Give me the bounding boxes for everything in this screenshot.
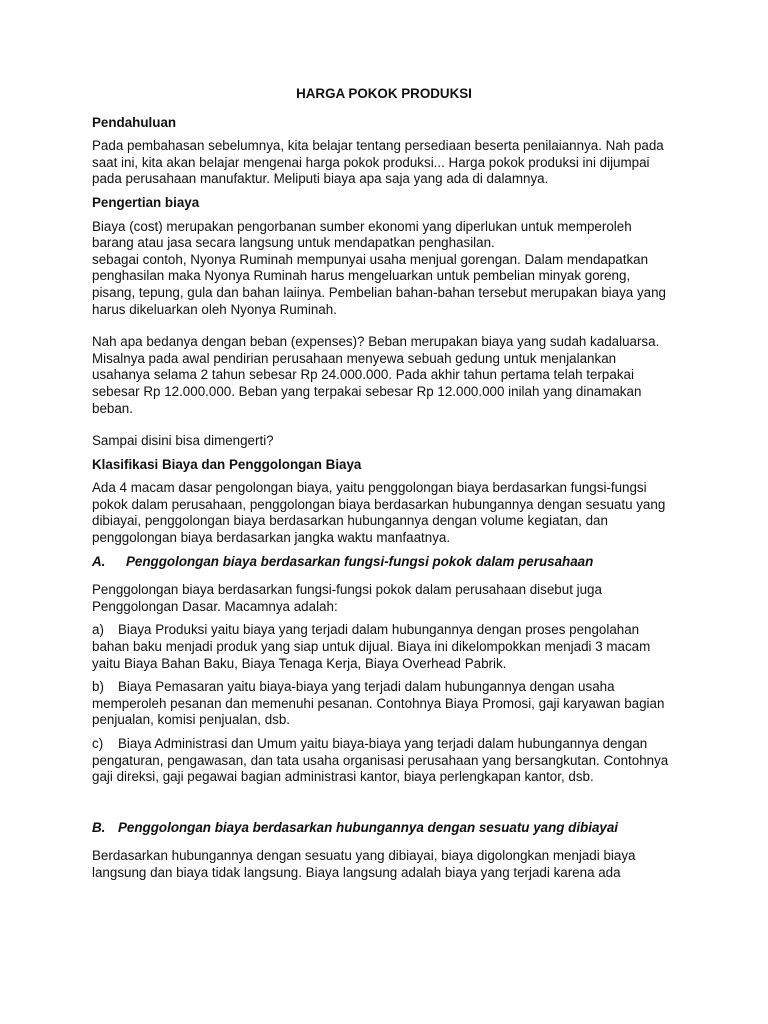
heading-klasifikasi: Klasifikasi Biaya dan Penggolongan Biaya: [92, 456, 362, 472]
list-item: [92, 736, 676, 786]
paragraph-pengertian-3: Nah apa bedanya dengan beban (expenses)? Beban merupakan biaya yang sudah kadaluarsa. Misalnya pada awal pendirian perusahaan menyewa sebuah gedung untuk menjalankan usahanya selama 2 tahun sebesar Rp 24.000.000. Pada akhir tahun pertama telah terpakai sebesar Rp 12.000.000. Beban yang terpakai sebesar Rp 12.000.000 inilah yang dinamakan beban.: [92, 334, 660, 416]
paragraph-section-b: Berdasarkan hubungannya dengan sesuatu yang dibiayai, biaya digolongkan menjadi biaya langsung dan biaya tidak langsung. Biaya langsung adalah biaya yang terjadi karena ada: [92, 848, 636, 880]
list-item: [92, 679, 676, 729]
list-item-label: c): [92, 736, 104, 751]
paragraph-pengertian-1: Biaya (cost) merupakan pengorbanan sumber ekonomi yang diperlukan untuk memperoleh barang atau jasa secara langsung untuk mendapatkan penghasilan.: [92, 218, 632, 251]
list-item-text: Biaya Pemasaran yaitu biaya-biaya yang terjadi dalam hubungannya dengan usaha memperoleh pesanan dan memenuhi pesanan. Contohnya Biaya Promosi, gaji karyawan bagian penjualan, komisi penjualan, dsb.: [92, 679, 665, 728]
heading-section-b: [92, 820, 676, 837]
paragraph-klasifikasi: Ada 4 macam dasar pengolongan biaya, yaitu penggolongan biaya berdasarkan fungsi-fungsi pokok dalam perusahaan, penggolongan biaya berdasarkan hubungannya dengan sesuatu yang dibiayai, penggolongan biaya berdasarkan hubungannya dengan volume kegiatan, dan penggolongan biaya berdasarkan jangka waktu manfaatnya.: [92, 480, 666, 546]
list-item-text: Biaya Administrasi dan Umum yaitu biaya-biaya yang terjadi dalam hubungannya dengan pengaturan, pengawasan, dan tata usaha organisasi perusahaan yang bersangkutan. Contohnya gaji direksi, gaji pegawai bagian administrasi kantor, biaya perlengkapan kantor, dsb.: [92, 736, 669, 785]
section-a-label: A.: [92, 553, 106, 569]
section-b-heading-text: Penggolongan biaya berdasarkan hubungannya dengan sesuatu yang dibiayai: [118, 819, 619, 835]
list-item-label: b): [92, 679, 104, 695]
heading-pengertian-biaya: Pengertian biaya: [92, 194, 200, 210]
list-item-text: Biaya Produksi yaitu biaya yang terjadi dalam hubungannya dengan proses pengolahan bahan baku menjadi produk yang siap untuk dijual. Biaya ini dikelompokkan menjadi 3 macam yaitu Biaya Bahan Baku, Biaya Tenaga Kerja, Biaya Overhead Pabrik.: [92, 622, 651, 671]
page-title: HARGA POKOK PRODUKSI: [296, 86, 472, 101]
heading-section-a: [92, 554, 676, 571]
list-item: [92, 622, 676, 672]
document-page: [92, 78, 676, 889]
heading-pendahuluan: Pendahuluan: [92, 114, 177, 130]
paragraph-pengertian-2: sebagai contoh, Nyonya Ruminah mempunyai usaha menjual gorengan. Dalam mendapatkan penghasilan maka Nyonya Ruminah harus mengeluarkan untuk pembelian minyak goreng, pisang, tepung, gula dan bahan laiinya. Pembelian bahan-bahan tersebut merupakan biaya yang harus dikeluarkan oleh Nyonya Ruminah.: [92, 251, 666, 317]
list-item-label: a): [92, 622, 104, 638]
spacer: [92, 417, 676, 433]
section-b-label: B.: [92, 819, 106, 835]
paragraph-pendahuluan: Pada pembahasan sebelumnya, kita belajar tentang persediaan beserta penilaiannya. Nah pada saat ini, kita akan belajar mengenai harga pokok produksi... Harga pokok produksi ini dijumpai pada perusahaan manufaktur. Meliputi biaya apa saja yang ada di dalamnya.: [92, 138, 664, 187]
spacer: [92, 318, 676, 334]
section-a-heading-text: Penggolongan biaya berdasarkan fungsi-fungsi pokok dalam perusahaan: [126, 553, 594, 569]
paragraph-pengertian-4: Sampai disini bisa dimengerti?: [92, 433, 274, 449]
paragraph-section-a-intro: Penggolongan biaya berdasarkan fungsi-fungsi pokok dalam perusahaan disebut juga Penggolongan Dasar. Macamnya adalah:: [92, 582, 602, 614]
